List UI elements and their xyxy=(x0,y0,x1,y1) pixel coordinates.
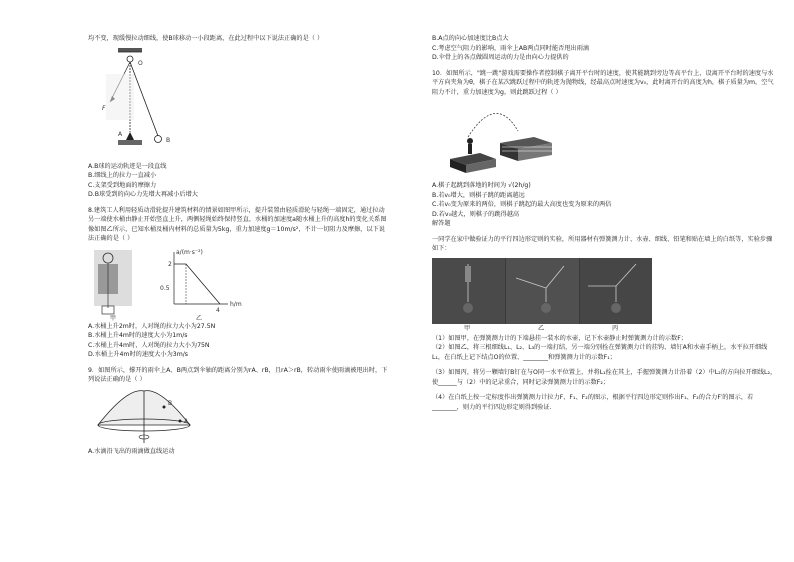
q10-option-c: C.若v₀变为原来的两倍，则棋子跳起的最大高度也变为原来的两倍 xyxy=(432,201,612,208)
figure-jump-game xyxy=(440,97,560,181)
q9-option-c: C.考虑空气阻力的影响，雨伞上AB两点同时能否甩出雨滴 xyxy=(432,44,590,52)
q7-option-d: D.B球受到的向心力先增大再减小后增大 xyxy=(88,191,198,198)
umbrella-label-a: A xyxy=(184,417,189,425)
umbrella-diagram xyxy=(88,385,208,447)
label-a: A xyxy=(118,130,123,138)
question-9: 9．如图所示，撑开的雨伞上A、B两点到伞轴的距离分别为rA、rB，且rA＞rB，转动雨伞使雨滴被甩出时，下列说法正确的是（ ） xyxy=(88,366,388,383)
figure-pendulum xyxy=(96,44,216,162)
q10-option-b: B.若v₀增大，则棋子跳的距离越远 xyxy=(432,191,525,199)
step-2: （2）如图乙，将三根细线L₁、L₂、L₃的一端打结，另一端分别拴在弹簧测力计的挂钩、墙钉A和水壶手柄上，水平拉开细线L₁，在白纸上记下结点O的位置、________和弹簧测力计的示数F₁； xyxy=(432,344,768,361)
photo-bing xyxy=(580,258,652,324)
q7-option-a: A.B球的运动轨迹是一段直线 xyxy=(88,162,167,170)
step-4: （4）在白纸上按一定标度作出弹簧测力计拉力F、F₁、F₂的图示，根据平行四边形定则作出F₁、F₂的合力F′的图示，若________，则力的平行四边形定则得到验证. xyxy=(432,394,754,411)
q9-option-d: D.伞骨上的各点做圆周运动的力是由向心力提供的 xyxy=(432,54,569,61)
photo-yi xyxy=(506,258,579,324)
q10-option-d: D.若v₀越大，则棋子的跳得越高 xyxy=(432,210,520,218)
caption-yi: 乙 xyxy=(196,314,203,322)
q10-option-a xyxy=(432,181,777,191)
y-tick: 2 xyxy=(168,260,172,268)
x-axis-label: h/m xyxy=(230,300,242,308)
sqrt-expression: √(2h/g) xyxy=(508,182,531,189)
q8-option-c: C.水桶上升4m时，人对绳的拉力大小为75N xyxy=(88,341,210,349)
section-heading: 解答题 xyxy=(432,220,451,227)
photo-caption-jia: 甲 xyxy=(464,324,471,332)
q7-option-c: C.支架受到地面的摩擦力 xyxy=(88,181,157,189)
caption-jia: 甲 xyxy=(110,314,117,322)
question-10: 10．如图所示，"跳一跳"游戏需要操作者控制棋子离开平台时的速度，使其能跳到旁边等高平台上，设离开平台时的速度与水平方向夹角为θ，棋子在某次跳跃过程中的轨迹为抛物线，经最高点时速度为v₀，此时离开台的高度为h，棋子质量为m，空气阻力不计，重力加速度为g，则此跳跃过程（ ） xyxy=(432,69,774,96)
question-7-tail: 均不变，现缓慢拉动细线，使B球移动一小段距离，在此过程中以下说法正确的是（ ） xyxy=(88,35,324,42)
label-f: F xyxy=(102,104,106,112)
q9-option-b: B.A点的向心加速度比B点大 xyxy=(432,35,509,42)
question-8: 8.建筑工人利用轻质动滑轮提升建筑材料的情景如图甲所示，提升装置由轻质滑轮与轻绳一端固定，通过拉动另一端使水桶由静止开始竖直上升，两侧轻绳始终保持竖直，水桶的加速度a随水桶上升的高度h的变化关系图像如图乙所示，已知水桶及桶内材料的总质量为5kg，重力加速度g＝10m/s²，不计一切阻力及摩擦，以下说法正确的是（ ） xyxy=(88,206,387,242)
photo-caption-yi: 乙 xyxy=(538,324,545,332)
photo-jia xyxy=(432,258,505,324)
q8-option-b: B.水桶上升4m时的速度大小为1m/s xyxy=(88,332,188,339)
pulley-and-graph xyxy=(88,244,268,322)
right-column xyxy=(432,34,777,412)
step-1: （1）如图甲，在弹簧测力计的下端悬挂一装水的水壶，记下水壶静止时弹簧测力计的示数F； xyxy=(432,334,687,342)
figure-pulley xyxy=(88,244,268,322)
umbrella-label-b: B xyxy=(168,399,173,407)
x-tick-1: 0.5 xyxy=(160,284,170,292)
experiment-intro: 一同学在家中做验证力的平行四边形定则的实验，所用器材有弹簧测力计、水壶、细线、铅笔和贴在墙上的白纸等，实验步骤如下： xyxy=(432,235,773,252)
photo-captions xyxy=(432,324,652,334)
label-o: O xyxy=(138,59,143,67)
q8-option-d: D.水桶上升4m时的速度大小为3m/s xyxy=(88,351,189,358)
label-b: B xyxy=(166,136,171,144)
pendulum-diagram xyxy=(96,44,216,162)
q9-option-a: A.水滴沿飞出的雨滴做直线运动 xyxy=(88,447,175,455)
step-3: （3）如图丙，将另一颗墙钉B钉在与O同一水平位置上，并将L₁拴在其上，手握弹簧测力计沿着（2）中L₂的方向拉开细线L₂，使______与（2）中的记录重合，同时记录弹簧测力计的示数F₂； xyxy=(432,369,777,386)
photo-caption-bing: 丙 xyxy=(612,324,619,332)
figure-umbrella xyxy=(88,385,208,447)
q8-option-a: A.水桶上升2m时，人对绳的拉力大小为27.5N xyxy=(88,322,216,330)
q10-option-a-text: A.棋子起跳到落地的时间为 xyxy=(432,182,507,189)
q7-option-b: B.细线上的拉力一直减小 xyxy=(88,172,157,179)
left-column xyxy=(88,34,388,456)
jump-game-diagram xyxy=(440,97,560,181)
experiment-photos xyxy=(432,258,652,324)
y-axis-label: a/(m·s⁻²) xyxy=(176,248,203,256)
x-tick-2: 4 xyxy=(216,306,220,314)
